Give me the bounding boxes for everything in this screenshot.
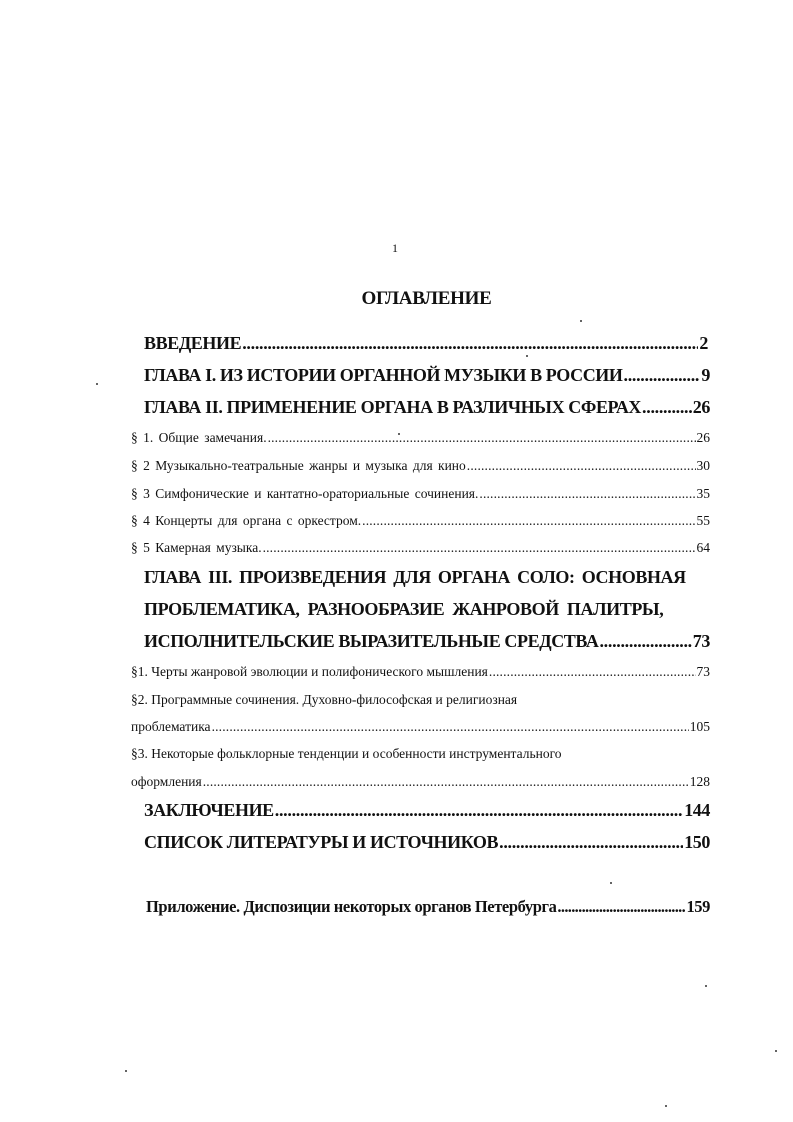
toc-entry-chapter-3-section-3-line-1: §3. Некоторые фольклорные тенденции и особенности инструментального	[131, 746, 562, 761]
toc-entry-intro	[144, 333, 708, 354]
toc-entry-references	[144, 832, 710, 853]
entry-page: 30	[696, 458, 710, 473]
scan-speck	[96, 383, 98, 385]
entry-page: 55	[696, 513, 710, 528]
dot-leader	[263, 540, 696, 556]
toc-entry-chapter-3-section-1	[131, 664, 710, 680]
toc-entry-chapter-2-section-3	[131, 486, 710, 502]
entry-page: 2	[699, 333, 708, 353]
entry-page: 26	[696, 430, 710, 445]
entry-page: 26	[692, 397, 710, 417]
entry-label: §1. Черты жанровой эволюции и полифонического мышления	[131, 664, 488, 679]
dot-leader	[275, 800, 683, 821]
dot-leader	[242, 333, 698, 354]
dot-leader	[599, 631, 691, 652]
entry-label: ГЛАВА I. ИЗ ИСТОРИИ ОРГАННОЙ МУЗЫКИ В РОССИИ	[144, 365, 623, 385]
toc-entry-chapter-3-section-2	[131, 719, 710, 735]
dot-leader	[624, 365, 701, 386]
entry-page: 9	[701, 365, 710, 385]
entry-page: 128	[689, 774, 710, 789]
entry-page: 35	[696, 486, 710, 501]
toc-entry-chapter-2-section-2	[131, 458, 710, 474]
toc-entry-chapter-2-section-1	[131, 430, 710, 446]
entry-label: § 1. Общие замечания.	[131, 430, 267, 445]
dot-leader	[212, 719, 689, 735]
dot-leader	[557, 897, 685, 917]
scan-speck	[398, 433, 400, 435]
entry-label: § 3 Симфонические и кантатно-ораториальные сочинения.	[131, 486, 479, 501]
entry-label: ИСПОЛНИТЕЛЬСКИЕ ВЫРАЗИТЕЛЬНЫЕ СРЕДСТВА	[144, 631, 599, 651]
entry-page: 159	[686, 897, 710, 916]
dot-leader	[362, 513, 695, 529]
dot-leader	[203, 774, 689, 790]
entry-label: Приложение. Диспозиции некоторых органов Петербурга	[146, 897, 557, 916]
toc-entry-chapter-2-section-5	[131, 540, 710, 556]
toc-entry-appendix	[146, 897, 710, 917]
dot-leader	[479, 486, 695, 502]
entry-page: 73	[696, 664, 710, 679]
entry-label: § 5 Камерная музыка.	[131, 540, 262, 555]
entry-label: проблематика	[131, 719, 211, 734]
scan-speck	[580, 320, 582, 322]
toc-entry-chapter-2-section-4	[131, 513, 710, 529]
entry-page: 144	[684, 800, 710, 820]
entry-label: ВВЕДЕНИЕ	[144, 333, 242, 353]
entry-label: § 4 Концерты для органа с оркестром.	[131, 513, 362, 528]
entry-label: оформления	[131, 774, 202, 789]
entry-label: ЗАКЛЮЧЕНИЕ	[144, 800, 274, 820]
toc-entry-chapter-3-line-1: ГЛАВА III. ПРОИЗВЕДЕНИЯ ДЛЯ ОРГАНА СОЛО: ОСНОВНАЯ	[144, 567, 686, 587]
dot-leader	[642, 397, 692, 418]
toc-entry-chapter-3-line-2: ПРОБЛЕМАТИКА, РАЗНООБРАЗИЕ ЖАНРОВОЙ ПАЛИТРЫ,	[144, 599, 664, 619]
dot-leader	[268, 430, 696, 446]
entry-label: ГЛАВА II. ПРИМЕНЕНИЕ ОРГАНА В РАЗЛИЧНЫХ СФЕРАХ	[144, 397, 642, 417]
entry-page: 150	[684, 832, 710, 852]
scan-speck	[526, 355, 528, 357]
dot-leader	[467, 458, 696, 474]
dot-leader	[489, 664, 696, 680]
entry-page: 73	[692, 631, 710, 651]
scan-speck	[705, 985, 707, 987]
toc-entry-chapter-2	[144, 397, 710, 418]
toc-entry-chapter-1	[144, 365, 710, 386]
dot-leader	[499, 832, 683, 853]
entry-label: § 2 Музыкально-театральные жанры и музыка для кино	[131, 458, 466, 473]
entry-page: 64	[696, 540, 710, 555]
scan-speck	[610, 882, 612, 884]
scan-speck	[665, 1105, 667, 1107]
toc-entry-chapter-3-section-2-line-1: §2. Программные сочинения. Духовно-философская и религиозная	[131, 692, 518, 707]
entry-page: 105	[689, 719, 710, 734]
toc-entry-conclusion	[144, 800, 710, 821]
toc-title: ОГЛАВЛЕНИЕ	[361, 288, 492, 309]
entry-label: СПИСОК ЛИТЕРАТУРЫ И ИСТОЧНИКОВ	[144, 832, 499, 852]
toc-entry-chapter-3	[144, 631, 710, 652]
page-number: 1	[392, 241, 398, 255]
toc-entry-chapter-3-section-3	[131, 774, 710, 790]
scan-speck	[125, 1070, 127, 1072]
scan-speck	[775, 1050, 777, 1052]
